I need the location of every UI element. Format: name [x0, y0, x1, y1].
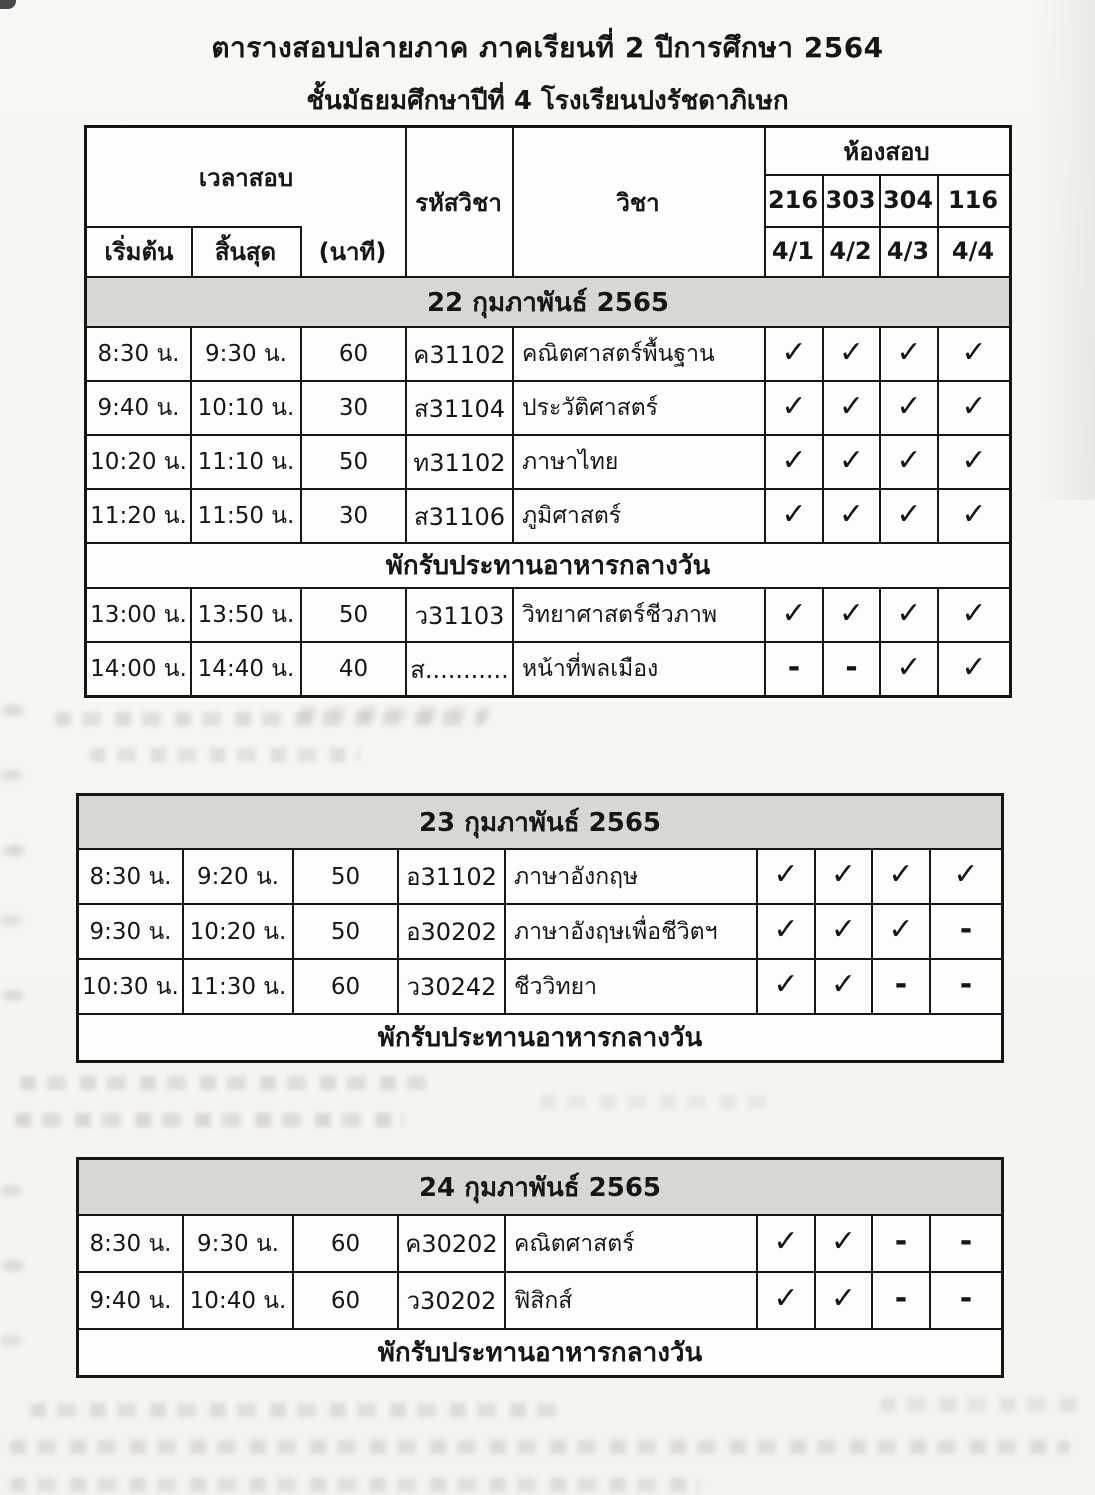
end-time-cell: 11:30 น.	[184, 960, 294, 1013]
course-code-cell: ค30202	[399, 1216, 506, 1271]
day-3-rows	[79, 1214, 1001, 1375]
subject-cell: ประวัติศาสตร์	[514, 382, 766, 434]
minutes-cell: 60	[294, 960, 399, 1013]
lunch-break-band: พักรับประทานอาหารกลางวัน	[87, 542, 1009, 587]
end-time-cell: 9:20 น.	[184, 850, 294, 903]
header-room-303: 303	[825, 186, 876, 214]
bleedthrough-mark	[30, 1403, 570, 1417]
lunch-break-band: พักรับประทานอาหารกลางวัน	[79, 1013, 1001, 1060]
course-code-cell: ค31102	[407, 328, 514, 380]
header-class-4-1: 4/1	[771, 237, 815, 265]
document-subtitle: ชั้นมัธยมศึกษาปีที่ 4 โรงเรียนปงรัชดาภิเษก	[306, 86, 789, 116]
room-mark-cell: ✓	[961, 649, 987, 685]
end-time-cell: 11:10 น.	[192, 436, 302, 488]
room-mark-cell: ✓	[961, 595, 987, 631]
minutes-cell: 50	[302, 589, 407, 641]
course-code-cell: ว30242	[399, 960, 506, 1013]
header-room-116: 116	[947, 186, 999, 214]
room-mark-cell: ✓	[873, 850, 931, 903]
subject-cell: ภาษาไทย	[514, 436, 766, 488]
course-code-cell: อ30202	[399, 905, 506, 958]
course-code-cell: ส...........	[407, 643, 514, 695]
scan-edge-shadow	[1035, 0, 1095, 500]
room-mark-cell: -	[959, 967, 973, 1002]
bleedthrough-mark	[20, 1076, 430, 1090]
day-2-rows	[79, 848, 1001, 1060]
header-class-4-3: 4/3	[886, 237, 930, 265]
room-mark-cell: ✓	[824, 490, 881, 542]
end-time-cell: 9:30 น.	[184, 1216, 294, 1271]
subject-cell: คณิตศาสตร์พื้นฐาน	[514, 328, 766, 380]
room-mark-cell: -	[959, 1224, 973, 1259]
header-room-304: 304	[882, 186, 934, 214]
room-mark-cell: ✓	[881, 382, 939, 434]
bleedthrough-mark	[0, 1335, 22, 1346]
room-mark-cell: -	[873, 960, 931, 1013]
start-time-cell: 13:00 น.	[87, 589, 192, 641]
room-mark-cell: ✓	[766, 436, 824, 488]
room-mark-cell: -	[873, 1273, 931, 1328]
minutes-cell: 60	[302, 328, 407, 380]
end-time-cell: 9:30 น.	[192, 328, 302, 380]
course-code-cell: ท31102	[407, 436, 514, 488]
subject-cell: ภาษาอังกฤษ	[506, 850, 758, 903]
header-exam-room: ห้องสอบ	[843, 137, 930, 166]
bleedthrough-mark	[10, 1440, 1070, 1454]
exam-table-day-3	[76, 1157, 1004, 1378]
room-mark-cell: ✓	[953, 857, 979, 892]
exam-row	[87, 641, 1009, 695]
exam-row	[87, 434, 1009, 488]
room-mark-cell: ✓	[816, 960, 873, 1013]
room-mark-cell: ✓	[824, 589, 881, 641]
room-mark-cell: ✓	[824, 382, 881, 434]
document-title: ตารางสอบปลายภาค ภาคเรียนที่ 2 ปีการศึกษา 2564	[211, 31, 884, 64]
exam-row	[79, 1214, 1001, 1271]
subject-cell: ภูมิศาสตร์	[514, 490, 766, 542]
room-mark-cell: ✓	[766, 328, 824, 380]
exam-row	[87, 587, 1009, 641]
bleedthrough-mark	[10, 1478, 700, 1492]
header-minutes: (นาที)	[318, 237, 387, 266]
bleedthrough-mark	[0, 1185, 22, 1196]
exam-row	[79, 903, 1001, 958]
room-mark-cell: ✓	[961, 334, 987, 370]
bleedthrough-mark	[300, 706, 490, 720]
exam-table-day-2	[76, 793, 1004, 1063]
subject-cell: คณิตศาสตร์	[506, 1216, 758, 1271]
exam-row	[79, 958, 1001, 1013]
exam-table-day-1	[84, 125, 1012, 698]
room-mark-cell: ✓	[766, 490, 824, 542]
minutes-cell: 50	[294, 905, 399, 958]
room-mark-cell: -	[959, 1281, 973, 1316]
bleedthrough-mark	[2, 1260, 24, 1271]
scan-corner-artifact	[0, 0, 16, 9]
bleedthrough-mark	[540, 1095, 780, 1109]
header-exam-time: เวลาสอบ	[198, 163, 294, 192]
exam-row	[87, 380, 1009, 434]
minutes-cell: 60	[294, 1216, 399, 1271]
end-time-cell: 10:40 น.	[184, 1273, 294, 1328]
room-mark-cell: ✓	[881, 589, 939, 641]
date-band: 22 กุมภาพันธ์ 2565	[87, 276, 1009, 326]
subject-cell: วิทยาศาสตร์ชีวภาพ	[514, 589, 766, 641]
bleedthrough-mark	[0, 770, 22, 781]
course-code-cell: ส31106	[407, 490, 514, 542]
room-mark-cell: ✓	[881, 643, 939, 695]
room-mark-cell: ✓	[961, 388, 987, 424]
bleedthrough-mark	[90, 748, 360, 762]
table-column-header	[87, 128, 1009, 276]
exam-row	[87, 326, 1009, 380]
room-mark-cell: ✓	[824, 328, 881, 380]
course-code-cell: ส31104	[407, 382, 514, 434]
start-time-cell: 8:30 น.	[79, 1216, 184, 1271]
date-band: 24 กุมภาพันธ์ 2565	[79, 1160, 1001, 1214]
room-mark-cell: ✓	[816, 850, 873, 903]
minutes-cell: 50	[302, 436, 407, 488]
header-end-time: สิ้นสุด	[214, 237, 277, 266]
room-mark-cell: ✓	[881, 436, 939, 488]
start-time-cell: 10:20 น.	[87, 436, 192, 488]
course-code-cell: ว31103	[407, 589, 514, 641]
end-time-cell: 10:20 น.	[184, 905, 294, 958]
room-mark-cell: ✓	[881, 490, 939, 542]
start-time-cell: 9:40 น.	[87, 382, 192, 434]
date-band: 23 กุมภาพันธ์ 2565	[79, 796, 1001, 848]
room-mark-cell: ✓	[881, 328, 939, 380]
start-time-cell: 9:40 น.	[79, 1273, 184, 1328]
end-time-cell: 11:50 น.	[192, 490, 302, 542]
room-mark-cell: ✓	[758, 960, 816, 1013]
start-time-cell: 11:20 น.	[87, 490, 192, 542]
minutes-cell: 60	[294, 1273, 399, 1328]
subject-cell: ชีววิทยา	[506, 960, 758, 1013]
header-start-time: เริ่มต้น	[104, 237, 174, 266]
room-mark-cell: ✓	[873, 905, 931, 958]
room-mark-cell: ✓	[766, 589, 824, 641]
exam-row	[79, 1271, 1001, 1328]
room-mark-cell: ✓	[758, 905, 816, 958]
room-mark-cell: -	[766, 643, 824, 695]
end-time-cell: 14:40 น.	[192, 643, 302, 695]
room-mark-cell: ✓	[816, 905, 873, 958]
lunch-break-band: พักรับประทานอาหารกลางวัน	[79, 1328, 1001, 1375]
minutes-cell: 30	[302, 382, 407, 434]
header-class-4-4: 4/4	[951, 237, 995, 265]
header-subject: วิชา	[616, 188, 660, 217]
room-mark-cell: ✓	[758, 850, 816, 903]
exam-row	[87, 488, 1009, 542]
bleedthrough-mark	[3, 845, 25, 856]
room-mark-cell: ✓	[766, 382, 824, 434]
room-mark-cell: ✓	[758, 1216, 816, 1271]
room-mark-cell: -	[873, 1216, 931, 1271]
subject-cell: ภาษาอังฤษเพื่อชีวิตฯ	[506, 905, 758, 958]
bleedthrough-mark	[2, 990, 24, 1001]
start-time-cell: 14:00 น.	[87, 643, 192, 695]
start-time-cell: 8:30 น.	[87, 328, 192, 380]
minutes-cell: 40	[302, 643, 407, 695]
minutes-cell: 30	[302, 490, 407, 542]
exam-row	[79, 848, 1001, 903]
room-mark-cell: ✓	[961, 496, 987, 532]
header-class-4-2: 4/2	[829, 237, 872, 265]
room-mark-cell: ✓	[816, 1273, 873, 1328]
bleedthrough-mark	[880, 1398, 1080, 1412]
header-course-code: รหัสวิชา	[415, 188, 502, 217]
room-mark-cell: -	[959, 912, 973, 947]
bleedthrough-mark	[0, 915, 22, 926]
minutes-cell: 50	[294, 850, 399, 903]
course-code-cell: อ31102	[399, 850, 506, 903]
room-mark-cell: ✓	[961, 442, 987, 478]
subject-cell: ฟิสิกส์	[506, 1273, 758, 1328]
room-mark-cell: ✓	[758, 1273, 816, 1328]
end-time-cell: 13:50 น.	[192, 589, 302, 641]
start-time-cell: 8:30 น.	[79, 850, 184, 903]
course-code-cell: ว30202	[399, 1273, 506, 1328]
room-mark-cell: ✓	[824, 436, 881, 488]
bleedthrough-mark	[15, 1113, 405, 1127]
start-time-cell: 9:30 น.	[79, 905, 184, 958]
end-time-cell: 10:10 น.	[192, 382, 302, 434]
start-time-cell: 10:30 น.	[79, 960, 184, 1013]
subject-cell: หน้าที่พลเมือง	[514, 643, 766, 695]
header-room-216: 216	[767, 186, 819, 214]
bleedthrough-mark	[2, 705, 24, 716]
room-mark-cell: ✓	[816, 1216, 873, 1271]
room-mark-cell: -	[824, 643, 881, 695]
day-1-rows	[87, 326, 1009, 695]
